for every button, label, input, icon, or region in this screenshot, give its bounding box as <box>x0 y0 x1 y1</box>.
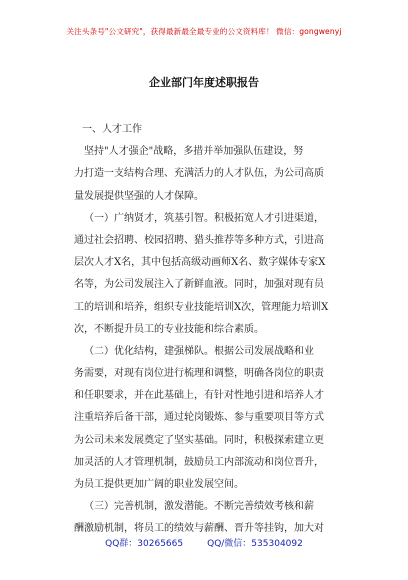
paragraph-line: 为员工提供更加广阔的职业发展空间。 <box>74 479 244 490</box>
section-heading: 一、人才工作 <box>82 124 142 135</box>
paragraph-line: 次，不断提升员工的专业技能和综合素质。 <box>74 323 264 335</box>
paragraph-line: 通过社会招聘、校园招聘、猎头推荐等多种方式，引进高 <box>74 234 324 246</box>
paragraph-line: 加灵活的人才管理机制，鼓励员工内部流动和岗位晋升， <box>74 456 324 468</box>
paragraph-line: 名等，为公司发展注入了新鲜血液。同时，加强对现有员 <box>74 279 324 291</box>
paragraph-line: 坚持"人才强企"战略，多措并举加强队伍建设，努 <box>84 146 304 158</box>
paragraph-line: （一）广纳贤才，筑基引智。积极拓宽人才引进渠道， <box>84 212 324 224</box>
footer-contact <box>0 536 408 549</box>
paragraph-line: （三）完善机制，激发潜能。不断完善绩效考核和薪 <box>84 501 314 513</box>
document-title: 企业部门年度述职报告 <box>149 76 259 89</box>
footer-qq-wechat: QQ/微信：535304092 <box>207 539 303 549</box>
paragraph-line: 工的培训和培养，组织专业技能培训X次，管理能力培训X <box>74 301 329 313</box>
paragraph-line: 注重培养后备干部，通过轮岗锻炼、参与重要项目等方式 <box>74 412 324 424</box>
document-body <box>74 119 360 541</box>
paragraph-line: 量发展提供坚强的人才保障。 <box>74 190 204 202</box>
paragraph-line: 层次人才X名，其中包括高级动画师X名、数字媒体专家X <box>74 257 326 269</box>
paragraph-line: 务需要，对现有岗位进行梳理和调整，明确各岗位的职责 <box>74 368 324 380</box>
paragraph-line: 为公司未来发展奠定了坚实基础。同时，积极探索建立更 <box>74 434 324 446</box>
header-promo-note: 关注头条号"公文研究"，获得最新最全最专业的公文资料库！ 微信：gongwenyj <box>66 27 342 36</box>
footer-qq-group: QQ群：30265665 <box>105 539 184 549</box>
paragraph-line: 和任职要求，并在此基础上，有针对性地引进和培养人才 <box>74 390 324 402</box>
paragraph-line: 酬激励机制，将员工的绩效与薪酬、晋升等挂钩，加大对 <box>74 523 324 535</box>
paragraph-line: 力打造一支结构合理、充满活力的人才队伍，为公司高质 <box>74 168 324 180</box>
paragraph-line: （二）优化结构，建强梯队。根据公司发展战略和业 <box>84 345 314 357</box>
